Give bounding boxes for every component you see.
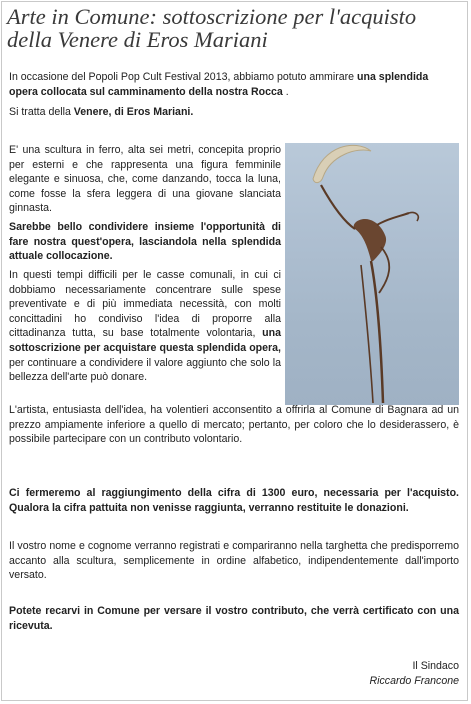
intro-paragraph (9, 70, 457, 99)
intro-bold: una splendida opera collocata sul camminamento della nostra Rocca (9, 71, 429, 98)
crisis-paragraph (9, 268, 281, 385)
goal-paragraph: Ci fermeremo al raggiungimento della cifra di 1300 euro, necessaria per l'acquisto. Qualora la cifra pattuita non venisse raggiunta, verranno restituite le donazioni. (9, 487, 459, 514)
crisis-bold: una sottoscrizione per acquistare questa splendida opera, (9, 327, 281, 354)
article-title: Arte in Comune: sottoscrizione per l'acquisto della Venere di Eros Mariani (7, 4, 417, 52)
venere-paragraph (9, 105, 457, 120)
share-paragraph: Sarebbe bello condividere insieme l'opportunità di fare nostra quest'opera, lasciandola nella splendida attuale collocazione. (9, 221, 281, 263)
signature-role: Il Sindaco (412, 660, 459, 672)
sculpture-photo (285, 143, 459, 405)
crisis-text: In questi tempi difficili per le casse comunali, in cui ci dobbiamo necessariamente concentrare sulle spese preventivate e di più immediata necessità, con molti concittadini ho condiviso l'idea di proporre alla cittadinanza tutta, su base totalmente volontaria, (9, 269, 281, 340)
venere-text: Si tratta della (9, 106, 74, 118)
crisis-tail: per continuare a condividere il valore aggiunto che solo la bellezza dell'arte può donare. (9, 356, 281, 384)
artist-paragraph: L'artista, entusiasta dell'idea, ha volentieri acconsentito a offrirla al Comune di Bagnara ad un prezzo ampiamente inferiore a quello di mercato; pertanto, per coloro che lo desiderassero, è possibile partecipare con un contributo volontario. (9, 404, 459, 446)
names-paragraph: Il vostro nome e cognome verranno registrati e compariranno nella targhetta che predisporremo accanto alla scultura, semplicemente in ordine alfabetico, indipendentemente dall'importo versato. (9, 540, 459, 582)
venere-bold: Venere, di Eros Mariani. (73, 106, 194, 118)
intro-text: In occasione del Popoli Pop Cult Festival 2013, abbiamo potuto ammirare (9, 71, 358, 83)
intro-tail: . (282, 85, 289, 98)
description-paragraph: E' una scultura in ferro, alta sei metri, concepita proprio per esterni e che rappresenta una figura femminile elegante e sinuosa, che, come danzando, tocca la luna, come fosse la sfera leggera di una giovane slanciata ginnasta. (9, 144, 281, 215)
visit-paragraph: Potete recarvi in Comune per versare il vostro contributo, che verrà certificato con una ricevuta. (9, 605, 459, 632)
signature-name: Riccardo Francone (369, 675, 459, 687)
